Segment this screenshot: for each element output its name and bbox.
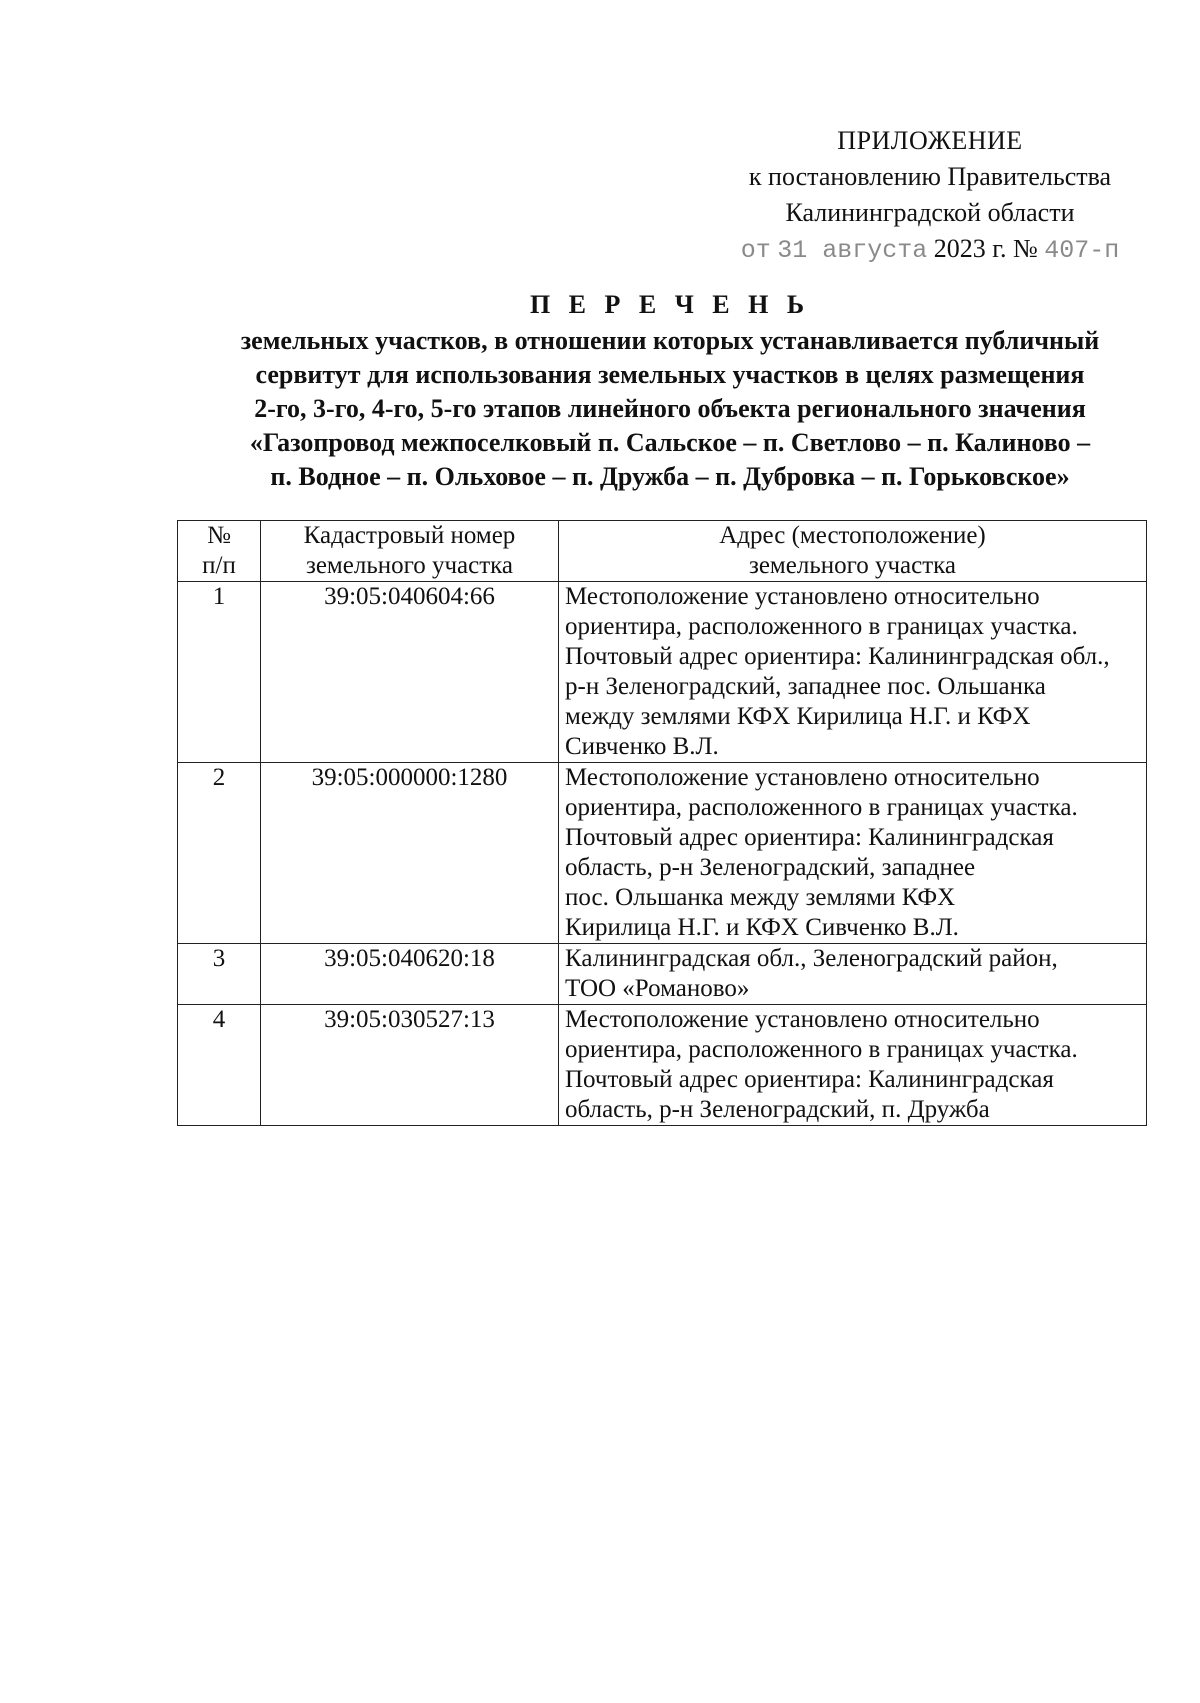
heading-line-2: сервитут для использования земельных участков в целях размещения: [255, 360, 1085, 389]
address-line: Кирилица Н.Г. и КФХ Сивченко В.Л.: [565, 914, 959, 941]
header-cadastral: [261, 521, 559, 582]
date-stamp: 31 августа: [777, 236, 928, 265]
address-line: Почтовый адрес ориентира: Калининградская: [565, 824, 1054, 851]
land-plots-table: [177, 520, 1147, 1126]
address-line: Почтовый адрес ориентира: Калининградская: [565, 1066, 1054, 1093]
number-stamp: 407-п: [1044, 236, 1120, 265]
table-row: [178, 944, 1147, 1005]
row-cadastral: 39:05:040620:18: [261, 944, 559, 1005]
address-line: Сивченко В.Л.: [565, 733, 719, 760]
header-address-line-1: Адрес (местоположение): [719, 522, 986, 549]
row-number: 4: [178, 1005, 261, 1126]
address-line: р-н Зеленоградский, западнее пос. Ольшанка: [565, 673, 1046, 700]
row-address: [559, 1005, 1147, 1126]
header-cadastral-line-2: земельного участка: [305, 552, 514, 579]
row-number: 2: [178, 763, 261, 944]
heading-title: П Е Р Е Ч Е Н Ь: [529, 290, 811, 319]
year-label: 2023 г. №: [933, 234, 1038, 263]
header-number: [178, 521, 261, 582]
row-number: 3: [178, 944, 261, 1005]
address-line: ориентира, расположенного в границах участка.: [565, 1036, 1078, 1063]
heading-line-5: п. Водное – п. Ольховое – п. Дружба – п. Дубровка – п. Горьковское»: [270, 462, 1070, 491]
appendix-title: ПРИЛОЖЕНИЕ: [837, 126, 1023, 155]
row-address: [559, 944, 1147, 1005]
row-address: [559, 582, 1147, 763]
row-number: 1: [178, 582, 261, 763]
address-line: область, р-н Зеленоградский, западнее: [565, 854, 976, 881]
table-header-row: [178, 521, 1147, 582]
header-address-line-2: земельного участка: [748, 552, 957, 579]
address-line: Местоположение установлено относительно: [565, 583, 1040, 610]
address-line: область, р-н Зеленоградский, п. Дружба: [565, 1096, 990, 1123]
header-number-line-1: №: [207, 522, 231, 549]
row-address: [559, 763, 1147, 944]
appendix-block: [720, 123, 1140, 269]
row-cadastral: 39:05:030527:13: [261, 1005, 559, 1126]
appendix-line-1: к постановлению Правительства: [748, 162, 1112, 191]
heading-line-3: 2-го, 3-го, 4-го, 5-го этапов линейного объекта регионального значения: [254, 394, 1086, 423]
address-line: Калининградская обл., Зеленоградский район,: [565, 945, 1058, 972]
address-line: Местоположение установлено относительно: [565, 1006, 1040, 1033]
address-line: ориентира, расположенного в границах участка.: [565, 613, 1078, 640]
header-address: [559, 521, 1147, 582]
table-row: [178, 763, 1147, 944]
date-prefix: от: [740, 236, 771, 265]
heading-line-4: «Газопровод межпоселковый п. Сальское – п. Светлово – п. Калиново –: [249, 428, 1091, 457]
address-line: между землями КФХ Кирилица Н.Г. и КФХ: [565, 703, 1031, 730]
address-line: Почтовый адрес ориентира: Калининградская обл.,: [565, 643, 1110, 670]
table-row: [178, 1005, 1147, 1126]
heading-line-1: земельных участков, в отношении которых устанавливается публичный: [240, 326, 1100, 355]
appendix-date-line: [720, 231, 1140, 269]
address-line: пос. Ольшанка между землями КФХ: [565, 884, 956, 911]
address-line: ориентира, расположенного в границах участка.: [565, 794, 1078, 821]
appendix-line-2: Калининградской области: [785, 198, 1075, 227]
document-heading: [180, 288, 1160, 494]
header-cadastral-line-1: Кадастровый номер: [303, 522, 516, 549]
address-line: ТОО «Романово»: [565, 975, 750, 1002]
row-cadastral: 39:05:040604:66: [261, 582, 559, 763]
address-line: Местоположение установлено относительно: [565, 764, 1040, 791]
row-cadastral: 39:05:000000:1280: [261, 763, 559, 944]
header-number-line-2: п/п: [202, 552, 236, 579]
table-row: [178, 582, 1147, 763]
